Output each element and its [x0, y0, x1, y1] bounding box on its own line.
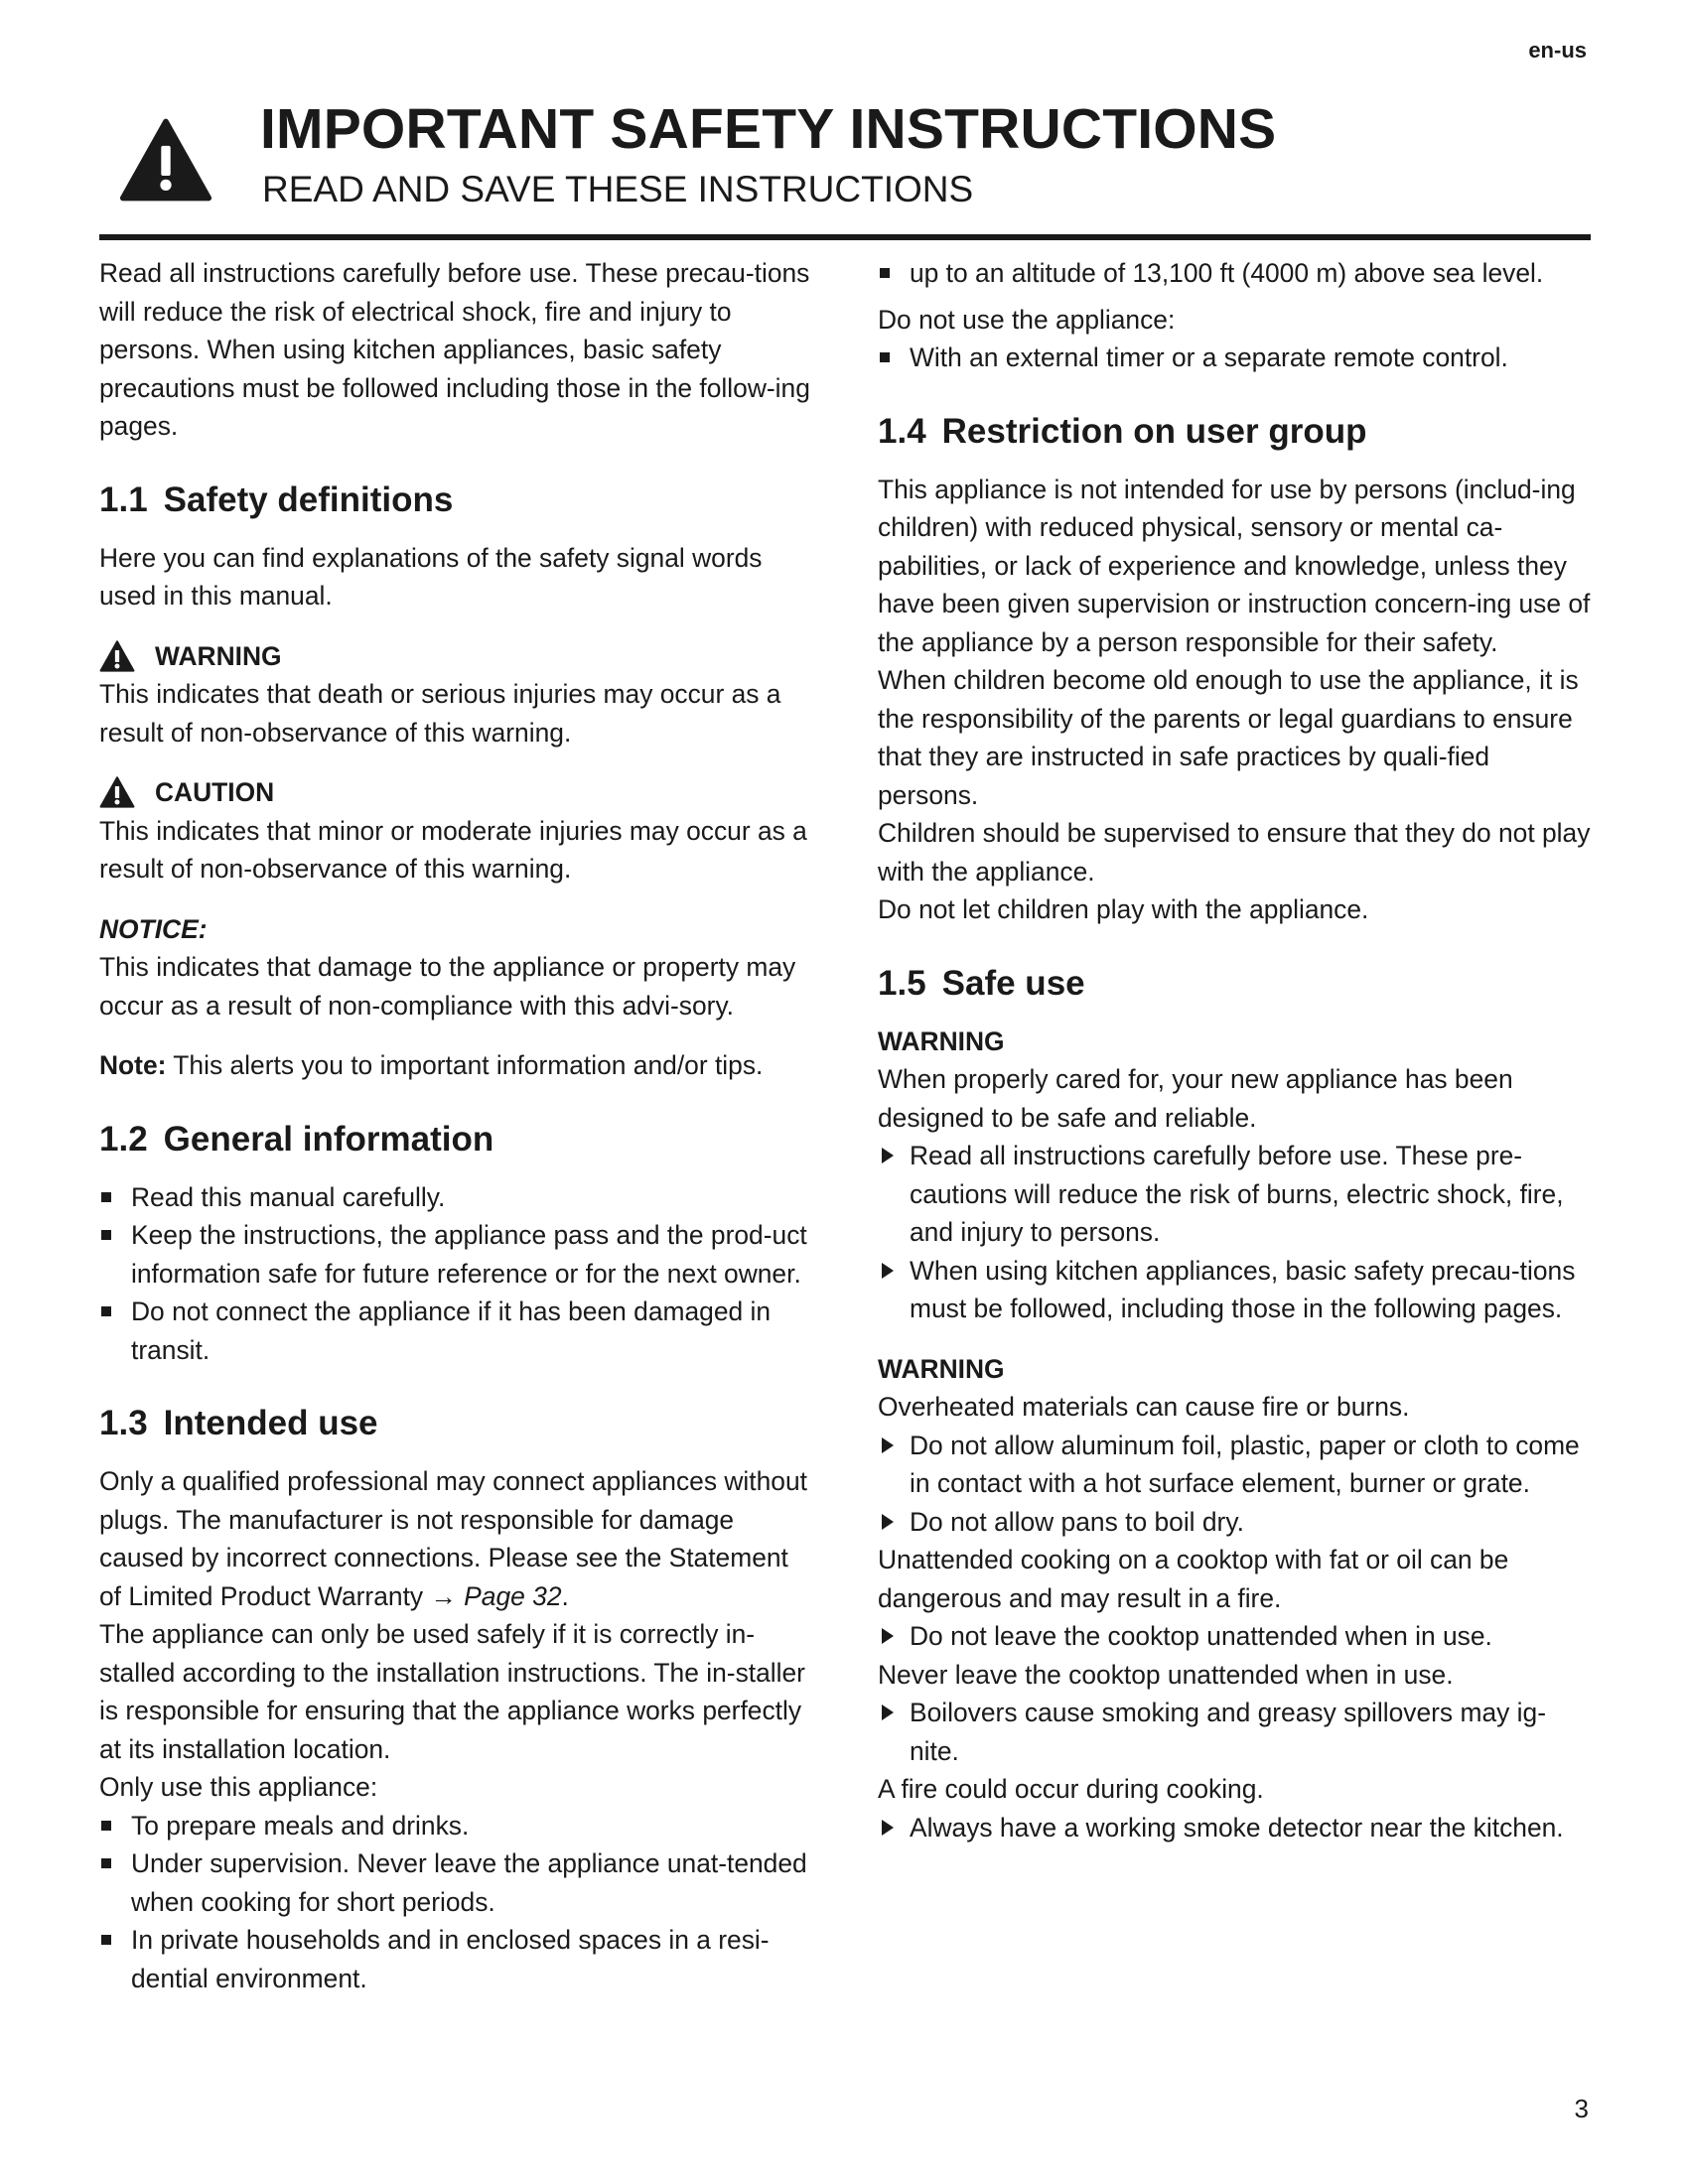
do-not-use-list: [878, 339, 1591, 377]
list-item: In private households and in enclosed spaces in a resi-dential environment.: [99, 1921, 812, 1997]
caution-label: CAUTION: [155, 777, 275, 807]
notice-definition: This indicates that damage to the appliance or property may occur as a result of non-compliance with this advi-sory.: [99, 952, 796, 1021]
list-item: With an external timer or a separate remote control.: [878, 339, 1591, 377]
locale-label: en-us: [1528, 38, 1587, 63]
unattended-list: [878, 1617, 1591, 1656]
intended-use-paragraph: [99, 1462, 812, 1615]
intro-paragraph: Read all instructions carefully before use. These precau-tions will reduce the risk of electrical shock, fire and injury to persons. When using kitchen appliances, basic safety precautions must be followed including those in the follow-ing pages.: [99, 258, 810, 441]
page-title: IMPORTANT SAFETY INSTRUCTIONS: [260, 97, 1277, 161]
installation-paragraph: The appliance can only be used safely if it is correctly in-stalled according to the installation instructions. The in-staller is responsible for ensuring that the appliance works perfectly at its installation location.: [99, 1619, 805, 1764]
list-item: Do not allow pans to boil dry.: [878, 1503, 1591, 1542]
section-number: 1.3: [99, 1404, 148, 1442]
arrow-glyph: →: [423, 1580, 465, 1611]
warning-label: WARNING: [878, 1353, 1005, 1384]
safe-use-list: [878, 1137, 1591, 1328]
section-title: Intended use: [163, 1404, 378, 1442]
note-label: Note:: [99, 1050, 167, 1080]
list-item: When using kitchen appliances, basic safety precau-tions must be followed, including those in the following pages.: [878, 1252, 1591, 1328]
intended-use-list: [99, 1807, 812, 1998]
caution-definition: This indicates that minor or moderate injuries may occur as a result of non-observance of this warning.: [99, 815, 807, 884]
section-title: Safety definitions: [163, 479, 454, 519]
section-number: 1.1: [99, 479, 148, 519]
list-item: up to an altitude of 13,100 ft (4000 m) above sea level.: [878, 254, 1591, 293]
section-number: 1.5: [878, 963, 926, 1003]
list-item: Do not leave the cooktop unattended when in use.: [878, 1617, 1591, 1656]
unattended-text: Unattended cooking on a cooktop with fat or oil can be dangerous and may result in a fire.: [878, 1545, 1509, 1613]
intended-use-text: Only a qualified professional may connect appliances without plugs. The manufacturer is not responsible for damage caused by incorrect connections. Please see the Statement of Limited Product Warranty: [99, 1466, 807, 1611]
list-item: To prepare meals and drinks.: [99, 1807, 812, 1845]
do-not-use-label: Do not use the appliance:: [878, 304, 1176, 335]
list-item: Keep the instructions, the appliance pass and the prod-uct information safe for future reference or for the next owner.: [99, 1216, 812, 1293]
caution-signal: [99, 773, 812, 812]
overheat-list: [878, 1427, 1591, 1542]
page-subtitle: READ AND SAVE THESE INSTRUCTIONS: [262, 169, 974, 209]
smoke-detector-list: [878, 1809, 1591, 1847]
user-group-paragraph-3: Children should be supervised to ensure that they do not play with the appliance.: [878, 818, 1591, 887]
user-group-paragraph-1: This appliance is not intended for use by persons (includ-ing children) with reduced physical, sensory or mental ca-pabilities, or lack of experience and knowledge, unless they have been given supervision or instruction concern-ing use of the appliance by a person responsible for their safety.: [878, 474, 1591, 657]
safety-definitions-text: Here you can find explanations of the safety signal words used in this manual.: [99, 542, 763, 611]
list-item: Read all instructions carefully before use. These pre-cautions will reduce the risk of burns, electric shock, fire, and injury to persons.: [878, 1137, 1591, 1252]
warning-text: When properly cared for, your new appliance has been designed to be safe and reliable.: [878, 1064, 1513, 1133]
warning-label: WARNING: [155, 640, 282, 671]
use-only-label: Only use this appliance:: [99, 1772, 378, 1802]
warning-text: Overheated materials can cause fire or burns.: [878, 1392, 1410, 1422]
warning-signal: [99, 637, 812, 676]
intended-use-list-continued: [878, 254, 1591, 293]
section-title: Restriction on user group: [941, 411, 1367, 451]
section-heading-1-4: [878, 411, 1591, 453]
general-info-list: [99, 1178, 812, 1370]
caution-icon: [99, 776, 135, 808]
section-title: Safe use: [941, 963, 1085, 1003]
section-heading-1-1: [99, 479, 812, 521]
note-paragraph: [99, 1046, 812, 1085]
list-item: Boilovers cause smoking and greasy spillovers may ig-nite.: [878, 1694, 1591, 1770]
left-column: [99, 254, 812, 1997]
list-item: Always have a working smoke detector near the kitchen.: [878, 1809, 1591, 1847]
section-title: General information: [163, 1119, 494, 1159]
right-column: [878, 254, 1591, 1846]
section-number: 1.2: [99, 1119, 148, 1159]
user-group-paragraph-4: Do not let children play with the appliance.: [878, 894, 1369, 924]
user-group-paragraph-2: When children become old enough to use the appliance, it is the responsibility of the parents or legal guardians to ensure that they are instructed in safe practices by quali-fied persons.: [878, 665, 1579, 810]
period: .: [561, 1580, 569, 1611]
warning-icon: [99, 640, 135, 672]
list-item: Under supervision. Never leave the appliance unat-tended when cooking for short periods.: [99, 1844, 812, 1921]
list-item: Read this manual carefully.: [99, 1178, 812, 1217]
boilover-list: [878, 1694, 1591, 1770]
section-heading-1-3: [99, 1403, 812, 1444]
warning-label: WARNING: [878, 1025, 1005, 1056]
section-heading-1-2: [99, 1119, 812, 1160]
header-divider: [99, 234, 1591, 240]
notice-label: NOTICE:: [99, 913, 208, 944]
page-number: 3: [1574, 2094, 1589, 2123]
warning-definition: This indicates that death or serious injuries may occur as a result of non-observance of this warning.: [99, 679, 781, 748]
note-text: This alerts you to important information and/or tips.: [166, 1050, 764, 1080]
warning-triangle-icon: [119, 117, 212, 203]
never-leave-text: Never leave the cooktop unattended when in use.: [878, 1659, 1454, 1690]
page-reference-link[interactable]: Page 32: [464, 1580, 562, 1611]
section-number: 1.4: [878, 411, 926, 451]
list-item: Do not connect the appliance if it has been damaged in transit.: [99, 1293, 812, 1369]
section-heading-1-5: [878, 963, 1591, 1005]
fire-text: A fire could occur during cooking.: [878, 1774, 1264, 1804]
list-item: Do not allow aluminum foil, plastic, paper or cloth to come in contact with a hot surface element, burner or grate.: [878, 1427, 1591, 1503]
